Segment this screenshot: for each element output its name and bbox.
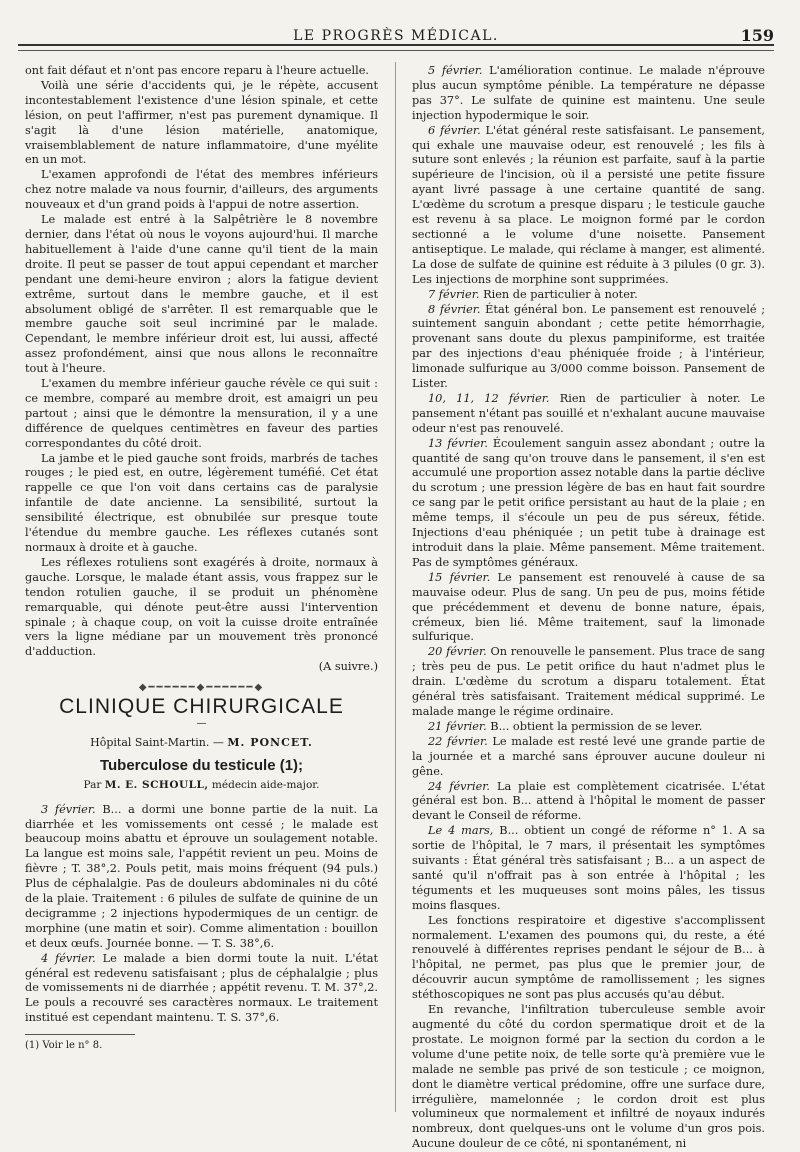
entry-text: Écoulement sanguin assez abondant ; outre la quantité de sang qu'on trouve dans le pansement, il s'en est accumulé une proportion assez notable dans la partie déclive du scrotum ; une pression légère de bas en haut fait sourdre ce sang par le petit orifice persistant au haut de la plaie ; en même temps, il s'écoule un peu de pus séreux, fétide. Injections d'eau phéniquée ; un petit tube à drainage est introduit dans la plaie. Même pansement. Même traitement. Pas de symptômes généraux.	[412, 436, 766, 569]
entry-date: 8 février.	[428, 302, 481, 316]
paragraph: Voilà une série d'accidents qui, je le répète, accusent incontestablement l'existence d'une lésion spinale, et cette lésion, on peut l'affirmer, n'est pas purement dynamique. Il s'agit là d'une lésion matérielle, anatomique, vraisemblablement de nature inflammatoire, d'une myélite en un mot.	[25, 78, 378, 167]
left-column	[25, 64, 378, 1054]
author-role: médecin aide-major.	[211, 778, 320, 791]
entry-date: Le 4 mars,	[428, 824, 494, 838]
entry-text: B... a dormi une bonne partie de la nuit. La diarrhée et les vomissements ont cessé ; le malade est beaucoup moins abattu et éprouve un soulagement notable. La langue est moins sale, l'appétit revient un peu. Moins de fièvre ; T. 38°,2. Pouls petit, mais moins fréquent (94 puls.) Plus de céphalalgie. Pas de douleurs abdominales ni du côté de la plaie. Traitement : 6 pilules de sulfate de quinine de un decigramme ; 2 injections hypodermiques de un centigr. de morphine (une matin et soir). Comme alimentation : bouillon et deux œufs. Journée bonne. — T. S. 38°,6.	[25, 802, 378, 950]
case-entry	[412, 720, 765, 735]
to-be-continued: (A suivre.)	[318, 660, 378, 674]
entry-date: 5 février.	[428, 64, 483, 77]
journal-title: LE PROGRÈS MÉDICAL.	[293, 28, 499, 44]
paragraph: En revanche, l'infiltration tuberculeuse semble avoir augmenté du côté du cordon spermatique droit et de la prostate. Le moignon formé par la section du cordon a le volume d'une petite noix, de telle sorte qu'à première vue le malade ne semble pas privé de son testicule ; ce moignon, dont le diamètre vertical prédomine, offre une surface dure, irrégulière, mamelonnée ; le cordon droit est plus volumineux que normalement et infiltré de noyaux indurés nombreux, dont quelques-uns ont le volume d'un gros pois. Aucune douleur de ce côté, ni spontanément, ni	[412, 1003, 765, 1151]
entry-text: B... obtient la permission de se lever.	[490, 719, 703, 733]
case-entry	[412, 392, 765, 437]
entry-date: 22 février.	[428, 734, 488, 748]
short-rule: —	[196, 717, 207, 729]
entry-text: Le pansement est renouvelé à cause de sa mauvaise odeur. Plus de sang. Un peu de pus, moins fétide que précédemment et devenu de bonne nature, épais, crémeux, bien lié. Même traitement, sauf la limonade sulfurique.	[412, 570, 765, 644]
entry-date: 7 février.	[428, 287, 480, 301]
byline-prefix: Par	[83, 778, 102, 791]
page-number: 159	[740, 26, 774, 45]
entry-date: 10, 11, 12 février.	[428, 391, 550, 405]
entry-text: Le malade a bien dormi toute la nuit. L'état général est redevenu satisfaisant ; plus de céphalalgie ; plus de vomissements ni de diarrhée ; appétit revenu. T. M. 37°,2. Le pouls a recouvré ses caractères normaux. Le traitement institué est cependant maintenu. T. S. 37°,6.	[25, 951, 378, 1025]
entry-text: L'état général reste satisfaisant. Le pansement, qui exhale une mauvaise odeur, est renouvelé ; les fils à suture sont enlevés ; la réunion est parfaite, sauf à la partie supérieure de l'incision, où il a persisté une petite fissure ayant livré passage à une certaine quantité de sang. L'œdème du scrotum a presque disparu ; le testicule gauche est revenu à sa place. Le moignon formé par le cordon sectionné a le volume d'une noisette. Pansement antiseptique. Le malade, qui réclame à manger, est alimenté. La dose de sulfate de quinine est réduite à 3 pilules (0 gr. 3). Les injections de morphine sont supprimées.	[412, 123, 766, 286]
hospital-line	[25, 736, 378, 751]
entry-date: 20 février.	[428, 645, 487, 659]
paragraph: Le malade est entré à la Salpêtrière le 8 novembre dernier, dans l'état où nous le voyons aujourd'hui. Il marche habituellement à l'aide d'une canne qu'il tient de la main droite. Il peut se passer de tout appui cependant et marcher pendant une demi-heure environ ; alors la fatigue devient extrême, surtout dans le membre gauche, et il est absolument obligé de s'arrêter. Il est remarquable que le membre gauche soit seul incriminé par le malade. Cependant, le membre inférieur droit est, lui aussi, affecté assez profondément, ainsi que nous allons le reconnaître tout à l'heure.	[25, 213, 378, 376]
case-entry	[412, 571, 765, 646]
entry-text: Rien de particulier à noter. Le pansement n'étant pas souillé et n'exhalant aucune mauvaise odeur n'est pas renouvelé.	[412, 391, 765, 435]
running-header	[18, 26, 774, 46]
entry-date: 13 février.	[428, 436, 488, 450]
article-title: Tuberculose du testicule (1);	[99, 756, 304, 774]
case-entry	[412, 735, 765, 780]
entry-text: B... obtient un congé de réforme n° 1. A sa sortie de l'hôpital, le 7 mars, il présentait les symptômes suivants : État général très satisfaisant ; B... a un aspect de santé qu'il n'offrait pas à son entrée à l'hôpital ; les téguments et les muqueuses sont moins pâles, les tissus moins flasques.	[412, 824, 765, 912]
case-entry	[412, 288, 765, 303]
section-title: CLINIQUE CHIRURGICALE	[59, 695, 344, 719]
paragraph: Les réflexes rotuliens sont exagérés à droite, normaux à gauche. Lorsque, le malade étant assis, vous frappez sur le tendon rotulien gauche, il se produit un phénomène remarquable, qui dénote peut-être aussi l'intervention spinale ; à chaque coup, on voit la cuisse droite entraînée vers la ligne médiane par un mouvement très prononcé d'adduction.	[25, 555, 378, 659]
case-entry	[412, 824, 765, 913]
case-entry	[412, 780, 765, 825]
entry-date: 6 février.	[428, 123, 481, 137]
entry-text: Rien de particulier à noter.	[483, 287, 638, 301]
entry-text: État général bon. Le pansement est renouvelé ; suintement sanguin abondant ; cette petite hémorrhagie, provenant sans doute du plexus pampiniforme, est traitée par des injections d'eau phéniquée froide ; à l'intérieur, limonade sulfurique au 3/000 comme boisson. Pansement de Lister.	[412, 302, 765, 391]
case-entry	[25, 803, 378, 952]
footnote-rule	[25, 1034, 135, 1035]
entry-text: Le malade est resté levé une grande partie de la journée et a marché sans éprouver aucune douleur ni gêne.	[412, 734, 765, 778]
case-entry	[412, 645, 765, 720]
author-name: M. E. SCHOULL,	[104, 778, 209, 791]
footnote: (1) Voir le n° 8.	[25, 1040, 103, 1052]
paragraph: L'examen du membre inférieur gauche révèle ce qui suit : ce membre, comparé au membre droit, est amaigri un peu partout ; ainsi que le démontre la mensuration, il y a une différence de quelques centimètres en faveur des parties correspondantes du côté droit.	[25, 377, 378, 450]
paragraph: La jambe et le pied gauche sont froids, marbrés de taches rouges ; le pied est, en outre, légèrement tuméfié. Cet état rappelle ce que l'on voit dans certains cas de paralysie infantile de date ancienne. La sensibilité, surtout la sensibilité électrique, est obnubilée sur presque toute l'étendue du membre gauche. Les réflexes cutanés sont normaux à droite et à gauche.	[25, 451, 378, 554]
right-column	[412, 64, 765, 1152]
entry-date: 4 février.	[41, 951, 96, 965]
ornament-divider: ◆━━━━━━◆━━━━━━◆	[138, 682, 265, 694]
entry-date: 3 février.	[41, 802, 96, 816]
entry-text: L'amélioration continue. Le malade n'éprouve plus aucun symptôme pénible. La température ne dépasse pas 37°. Le sulfate de quinine est maintenu. Une seule injection hypodermique le soir.	[412, 64, 765, 122]
entry-text: La plaie est complètement cicatrisée. L'état général est bon. B... attend à l'hôpital le moment de passer devant le Conseil de réforme.	[412, 779, 765, 823]
paragraph: Les fonctions respiratoire et digestive s'accomplissent normalement. L'examen des poumons qui, du reste, a été renouvelé à différentes reprises pendant le séjour de B... à l'hôpital, ne permet, pas plus que le premier jour, de découvrir aucun symptôme de ramollissement ; les signes stéthoscopiques ne sont pas plus accusés qu'au début.	[412, 913, 765, 1002]
paragraph: ont fait défaut et n'ont pas encore reparu à l'heure actuelle.	[25, 64, 369, 77]
entry-date: 15 février.	[428, 570, 491, 584]
case-entry	[25, 952, 378, 1027]
case-entry	[412, 437, 765, 571]
case-entry	[412, 124, 765, 288]
entry-date: 24 février.	[428, 779, 491, 793]
header-rule	[18, 50, 774, 51]
case-entry	[412, 303, 765, 392]
entry-date: 21 février.	[428, 719, 487, 733]
entry-text: On renouvelle le pansement. Plus trace de sang ; très peu de pus. Le petit orifice du haut n'admet plus le drain. L'œdème du scrotum a disparu totalement. État général très satisfaisant. Traitement médical supprimé. Le malade mange le régime ordinaire.	[412, 645, 765, 718]
byline	[25, 778, 378, 793]
column-divider	[395, 62, 396, 1112]
case-entry	[412, 64, 765, 124]
paragraph: L'examen approfondi de l'état des membres inférieurs chez notre malade va nous fournir, d'ailleurs, des arguments nouveaux et d'un grand poids à l'appui de notre assertion.	[25, 168, 378, 212]
chief-name: M. PONCET.	[227, 735, 313, 749]
hospital-name: Hôpital Saint-Martin. —	[90, 735, 224, 749]
